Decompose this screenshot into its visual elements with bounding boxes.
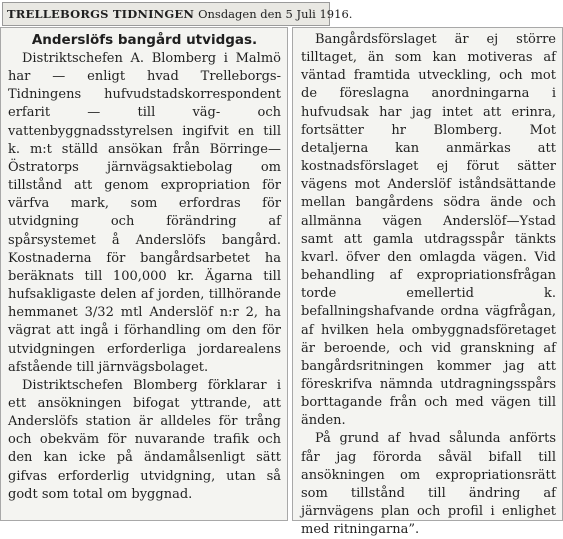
article-column-left (0, 27, 288, 521)
article-paragraph: Bangårdsförslaget är ej större tilltaget, än som kan motiveras af väntad framtida utveckling, och mot de föreslagna anordningarna i hufvudsak har jag intet att erinra, fortsätter hr Blomberg. Mot detaljerna kan anmärkas att kostnadsförslaget ej förut sätter vägens mot Anderslöf iståndsättande mellan bangårdens södra ände och allmänna vägen Anderslöf—Ystad samt att gamla utdragsspår tänkts kvarl. öfver den omlagda vägen. Vid behandling af expropriationsfrågan torde emellertid k. befallningshafvande ordna vägfrågan, af hvilken hela ombyggnadsföretaget är beroende, och vid granskning af bangårdsritningen kommer jag att föreskrifva nämnda utdragningsspårs borttagande från och med vägen till änden. (301, 32, 556, 429)
article-column-right (292, 27, 563, 538)
issue-date: Onsdagen den 5 Juli 1916. (198, 7, 353, 21)
article-paragraph: Distriktschefen A. Blomberg i Malmö har — enligt hvad Trelleborgs-Tidningens hufvudstadskorrespondent erfarit — till väg- och vattenbyggnadsstyrelsen ingifvit en till k. m:t ställd ansökan från Börringe—Östratorps järnvägsaktiebolag om tillstånd att genom expropriation för värfva mark, som erfordras för utvidgning och förändring af spårsystemet å Anderslöfs bangård. Kostnaderna för bangårdsarbetet ha beräknats till 100,000 kr. Ägarna till hufsakligaste delen af jorden, tillhörande hemmanet 3/32 mtl Anderslöf n:r 2, ha vägrat att ingå i förhandling om den för utvidgningen erforderliga jordarealens afstående till järnvägsbolaget. (8, 51, 281, 375)
newspaper-name: TRELLEBORGS TIDNINGEN (7, 7, 195, 21)
article-paragraph: Distriktschefen Blomberg förklarar i ett ansökningen bifogat yttrande, att Anderslöfs station är alldeles för trång och obekväm för nuvarande trafik och den kan icke på ändamålsenligt sätt gifvas erforderlig utvidgning, utan så godt som total om byggnad. (8, 377, 281, 502)
article-paragraph: På grund af hvad sålunda anförts får jag förorda såväl bifall till ansökningen om expropriationsrätt som tillstånd till ändring af järnvägens plan och profil i enlighet med ritningarna”. (301, 431, 556, 538)
article-headline: Anderslöfs bangård utvidgas. (31, 32, 258, 48)
newspaper-masthead (2, 2, 353, 26)
